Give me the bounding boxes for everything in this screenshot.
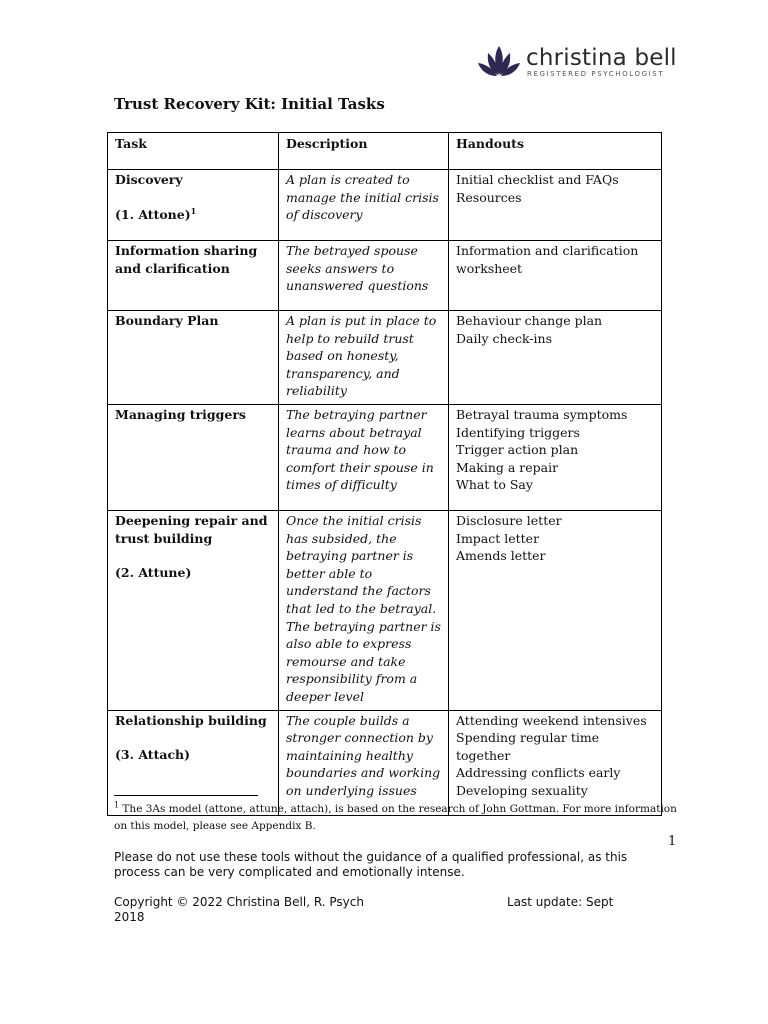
- task-step: (3. Attach): [115, 747, 191, 763]
- handout-item: Attending weekend intensives: [456, 712, 647, 728]
- task-cell: [108, 404, 279, 510]
- handout-item: Spending regular time together: [456, 730, 600, 763]
- task-step-label: (1. Attone): [115, 206, 191, 222]
- column-header-task: Task: [108, 133, 279, 170]
- footnote-text: The 3As model (attone, attune, attach), is based on the research of John Gottman. For more information on this model, please see Appendix B.: [114, 803, 677, 832]
- handouts-cell: [449, 404, 662, 510]
- column-header-description: Description: [279, 133, 449, 170]
- task-cell: [108, 311, 279, 405]
- handout-item: Information and clarification worksheet: [456, 243, 639, 276]
- column-header-handouts: Handouts: [449, 133, 662, 170]
- handouts-cell: [449, 510, 662, 710]
- task-step: [115, 206, 271, 224]
- task-cell: [108, 710, 279, 815]
- task-cell: [108, 241, 279, 311]
- tasks-table: [107, 132, 662, 816]
- table-row: [108, 510, 662, 710]
- handouts-cell: [449, 311, 662, 405]
- table-row: [108, 311, 662, 405]
- task-name: Relationship building: [115, 712, 267, 728]
- handout-item: Impact letter: [456, 530, 540, 546]
- footnote: [114, 801, 679, 835]
- logo-wordmark: christina bell: [526, 45, 677, 71]
- task-name: Information sharing and clarification: [115, 243, 258, 276]
- description-cell: The couple builds a stronger connection by maintaining healthy boundaries and working on underlying issues: [279, 710, 449, 815]
- table-row: [108, 710, 662, 815]
- handout-item: Making a repair: [456, 459, 559, 475]
- task-cell: [108, 510, 279, 710]
- handouts-cell: [449, 241, 662, 311]
- handout-item: Addressing conflicts early: [456, 765, 621, 781]
- brand-logo: [477, 42, 677, 82]
- task-step: (2. Attune): [115, 565, 192, 581]
- table-header-row: [108, 133, 662, 170]
- handout-item: Resources: [456, 189, 522, 205]
- handout-item: Developing sexuality: [456, 782, 588, 798]
- description-cell: A plan is put in place to help to rebuild trust based on honesty, transparency, and reliability: [279, 311, 449, 405]
- page-number: 1: [668, 834, 677, 849]
- description-cell: The betrayed spouse seeks answers to unanswered questions: [279, 241, 449, 311]
- disclaimer-text: Please do not use these tools without the guidance of a qualified professional, as this process can be very complicated and emotionally intense.: [114, 850, 628, 879]
- description-cell: The betraying partner learns about betrayal trauma and how to comfort their spouse in times of difficulty: [279, 404, 449, 510]
- footnote-divider: [114, 795, 258, 796]
- footnote-marker: 1: [114, 800, 120, 810]
- page-title: Trust Recovery Kit: Initial Tasks: [114, 95, 385, 113]
- handout-item: Betrayal trauma symptoms: [456, 406, 628, 422]
- table-row: [108, 241, 662, 311]
- last-update-text: Last update: Sept: [507, 895, 614, 909]
- handout-item: Identifying triggers: [456, 424, 580, 440]
- table-row: [108, 170, 662, 241]
- logo-subtitle: REGISTERED PSYCHOLOGIST: [527, 70, 665, 78]
- task-name: Discovery: [115, 172, 183, 187]
- handout-item: What to Say: [456, 477, 533, 493]
- task-name: Managing triggers: [115, 406, 246, 422]
- handout-item: Trigger action plan: [456, 442, 579, 458]
- table-row: [108, 404, 662, 510]
- description-cell: A plan is created to manage the initial crisis of discovery: [279, 170, 449, 241]
- handout-item: Amends letter: [456, 548, 546, 564]
- description-cell: Once the initial crisis has subsided, the betraying partner is better able to understand the factors that led to the betrayal. The betraying partner is also able to express remourse and take responsibility from a deeper level: [279, 510, 449, 710]
- handout-item: Behaviour change plan: [456, 313, 603, 328]
- task-name: Deepening repair and trust building: [115, 512, 268, 546]
- handout-item: Disclosure letter: [456, 512, 562, 528]
- task-cell: [108, 170, 279, 241]
- task-name: Boundary Plan: [115, 313, 219, 328]
- copyright-text: Copyright © 2022 Christina Bell, R. Psych 2018: [114, 895, 364, 924]
- handouts-cell: [449, 170, 662, 241]
- handout-item: Daily check-ins: [456, 330, 552, 346]
- footnote-ref: 1: [190, 205, 197, 216]
- lotus-icon: [477, 44, 521, 80]
- handouts-cell: [449, 710, 662, 815]
- handout-item: Initial checklist and FAQs: [456, 172, 619, 187]
